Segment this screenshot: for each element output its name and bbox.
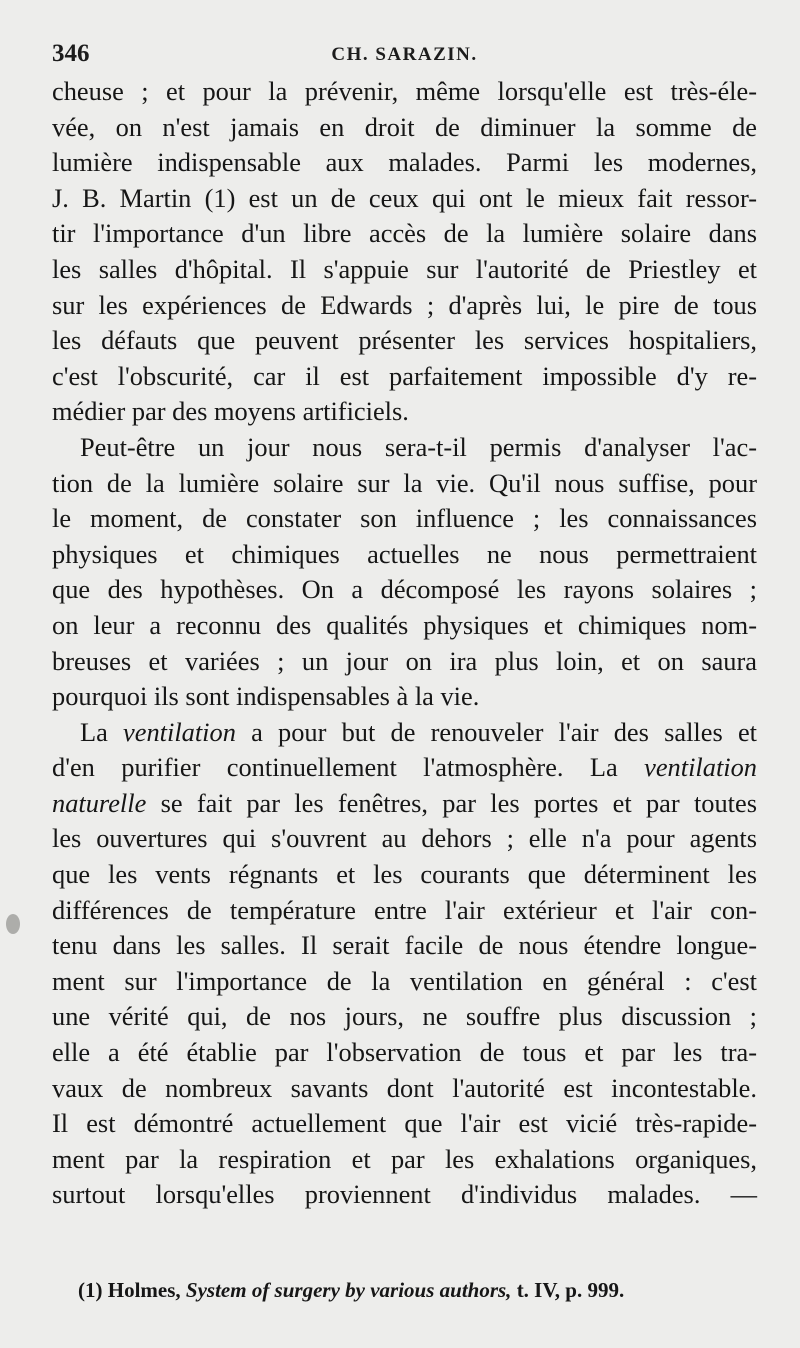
text-line: différences de température entre l'air extérieur et l'air con-	[52, 894, 757, 925]
text-line: médier par des moyens artificiels.	[52, 396, 409, 427]
text-line: breuses et variées ; un jour on ira plus loin, et on saura	[52, 645, 757, 676]
text-line: c'est l'obscurité, car il est parfaitement impossible d'y re-	[52, 360, 757, 391]
text-line: surtout lorsqu'elles proviennent d'individus malades. —	[52, 1179, 757, 1210]
text-line: naturelle se fait par les fenêtres, par les portes et par toutes	[52, 787, 757, 818]
italic-term: ventilation	[123, 716, 236, 747]
italic-term: naturelle	[52, 787, 147, 818]
text-line: Il est démontré actuellement que l'air est vicié très-rapide-	[52, 1108, 757, 1139]
running-head: CH. SARAZIN.	[331, 44, 478, 65]
text-line: La ventilation a pour but de renouveler l'air des salles et	[80, 716, 757, 747]
text-line: d'en purifier continuellement l'atmosphère. La ventilation	[52, 752, 757, 783]
text-line: tir l'importance d'un libre accès de la lumière solaire dans	[52, 218, 757, 249]
text-line: les ouvertures qui s'ouvrent au dehors ; elle n'a pour agents	[52, 823, 757, 854]
text-line: physiques et chimiques actuelles ne nous permettraient	[52, 538, 757, 569]
paper-blemish	[6, 914, 20, 934]
text-line: cheuse ; et pour la prévenir, même lorsqu'elle est très-éle-	[52, 76, 757, 106]
text-line: pourquoi ils sont indispensables à la vie.	[52, 681, 480, 712]
footnote-marker: (1)	[78, 1278, 103, 1302]
text-line: J. B. Martin (1) est un de ceux qui ont le mieux fait ressor-	[52, 182, 757, 213]
footnote-author: Holmes,	[107, 1278, 181, 1302]
text-line: vaux de nombreux savants dont l'autorité est incontestable.	[52, 1072, 757, 1103]
footnote-title: System of surgery by various authors,	[185, 1278, 512, 1302]
text-line: que des hypothèses. On a décomposé les rayons solaires ;	[52, 574, 757, 605]
text-line: elle a été établie par l'observation de tous et par les tra-	[52, 1037, 757, 1068]
text-line: le moment, de constater son influence ; les connaissances	[52, 503, 757, 534]
text-line: on leur a reconnu des qualités physiques et chimiques nom-	[52, 609, 757, 640]
text-line: ment sur l'importance de la ventilation en général : c'est	[52, 965, 757, 996]
text-line: lumière indispensable aux malades. Parmi les modernes,	[52, 147, 757, 178]
italic-term: ventilation	[644, 752, 757, 783]
page-number: 346	[52, 40, 90, 67]
text-line: vée, on n'est jamais en droit de diminuer la somme de	[52, 111, 757, 142]
text-line: tion de la lumière solaire sur la vie. Qu'il nous suffise, pour	[52, 467, 757, 498]
text-line: les salles d'hôpital. Il s'appuie sur l'autorité de Priestley et	[52, 253, 757, 284]
body-text	[52, 74, 757, 1213]
text-line: une vérité qui, de nos jours, ne souffre plus discussion ;	[52, 1001, 757, 1032]
page-header	[52, 40, 757, 76]
footnote	[78, 1278, 758, 1303]
text-line: ment par la respiration et par les exhalations organiques,	[52, 1143, 757, 1174]
text-line: les défauts que peuvent présenter les services hospitaliers,	[52, 325, 757, 356]
text-line: que les vents régnants et les courants que déterminent les	[52, 859, 757, 890]
text-line: Peut-être un jour nous sera-t-il permis d'analyser l'ac-	[80, 431, 757, 462]
text-line: tenu dans les salles. Il serait facile de nous étendre longue-	[52, 930, 757, 961]
text-line: sur les expériences de Edwards ; d'après lui, le pire de tous	[52, 289, 757, 320]
footnote-reference: t. IV, p. 999.	[516, 1278, 625, 1302]
